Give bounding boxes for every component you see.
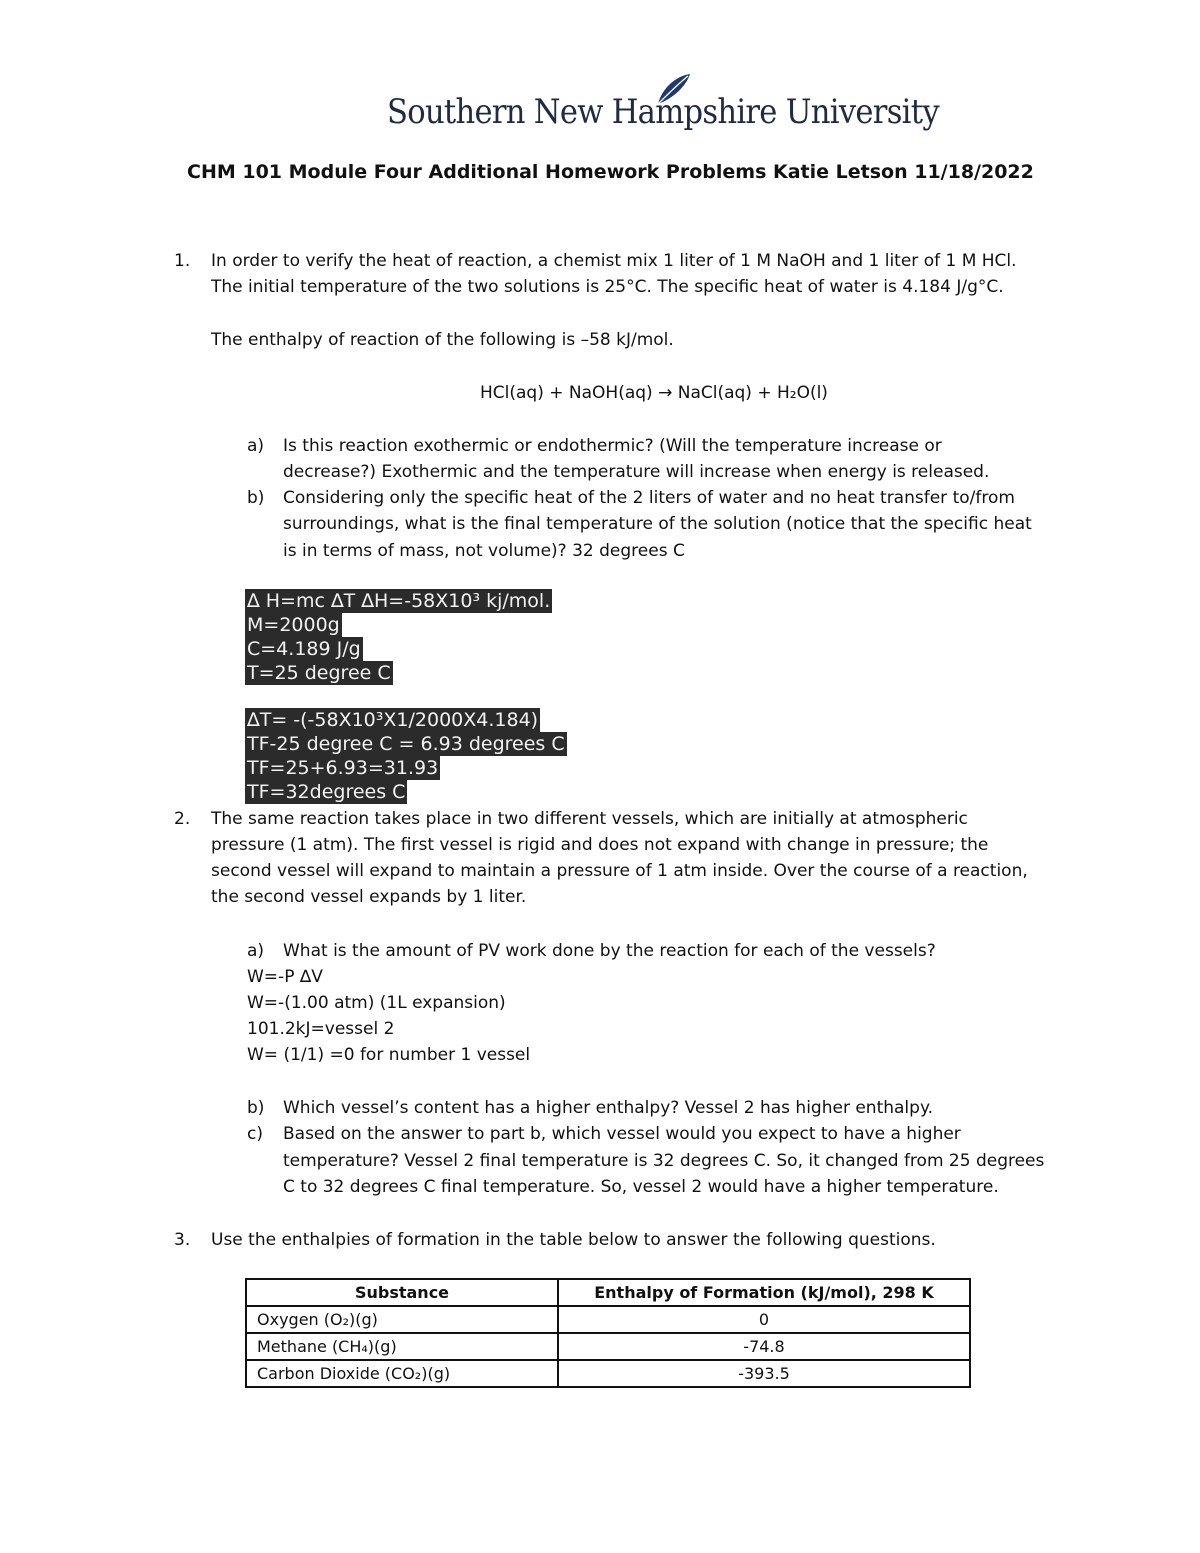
q1a-line-2: decrease?) Exothermic and the temperature will increase when energy is released. xyxy=(283,462,990,482)
table-header-cell: Substance xyxy=(246,1279,558,1306)
table-row xyxy=(246,1333,970,1360)
q2a-work-line: W=-(1.00 atm) (1L expansion) xyxy=(247,993,506,1013)
q1b-line-2: surroundings, what is the final temperature of the solution (notice that the specific heat xyxy=(283,514,1032,534)
table-cell: 0 xyxy=(558,1306,970,1333)
table-cell: -74.8 xyxy=(558,1333,970,1360)
table-cell: Carbon Dioxide (CO₂)(g) xyxy=(246,1360,558,1387)
q2c-line-3: C to 32 degrees C final temperature. So, vessel 2 would have a higher temperature. xyxy=(283,1177,999,1197)
q2a-work-line: 101.2kJ=vessel 2 xyxy=(247,1019,395,1039)
work-line: ∆ H=mc ∆T ∆H=-58X10³ kj/mol. xyxy=(247,590,551,612)
table-cell: Methane (CH₄)(g) xyxy=(246,1333,558,1360)
q2a-text: What is the amount of PV work done by the reaction for each of the vessels? xyxy=(283,941,936,961)
q3-text: Use the enthalpies of formation in the table below to answer the following questions. xyxy=(211,1230,936,1250)
q2-line-1: The same reaction takes place in two different vessels, which are initially at atmospheric xyxy=(211,809,968,829)
university-logo-text: Southern New Hampshire University xyxy=(387,92,939,132)
q2-line-3: second vessel will expand to maintain a pressure of 1 atm inside. Over the course of a reaction, xyxy=(211,861,1028,881)
work-line: T=25 degree C xyxy=(247,662,391,684)
q2c-line-2: temperature? Vessel 2 final temperature is 32 degrees C. So, it changed from 25 degrees xyxy=(283,1151,1045,1171)
q2a-work-line: W=-P ∆V xyxy=(247,967,323,987)
author-date: Katie Letson 11/18/2022 xyxy=(773,161,1034,183)
work-line: TF=32degrees C xyxy=(247,781,406,803)
q1-number: 1. xyxy=(174,251,191,271)
q2a-label: a) xyxy=(247,941,265,961)
table-row xyxy=(246,1360,970,1387)
q2c-label: c) xyxy=(247,1124,263,1144)
work-line: TF-25 degree C = 6.93 degrees C xyxy=(247,733,565,755)
q2-number: 2. xyxy=(174,809,191,829)
q2b-text: Which vessel’s content has a higher enthalpy? Vessel 2 has higher enthalpy. xyxy=(283,1098,933,1118)
q1-line-2: The initial temperature of the two solutions is 25°C. The specific heat of water is 4.184 J/g°C. xyxy=(211,277,1004,297)
table-cell: Oxygen (O₂)(g) xyxy=(246,1306,558,1333)
q1b-line-3: is in terms of mass, not volume)? 32 degrees C xyxy=(283,541,685,561)
q1b-line-1: Considering only the specific heat of the 2 liters of water and no heat transfer to/from xyxy=(283,488,1015,508)
work-line: ∆T= -(-58X10³X1/2000X4.184) xyxy=(247,709,539,731)
table-row xyxy=(246,1306,970,1333)
q1a-line-1: Is this reaction exothermic or endothermic? (Will the temperature increase or xyxy=(283,436,942,456)
document-title: CHM 101 Module Four Additional Homework Problems xyxy=(187,161,767,183)
q2b-label: b) xyxy=(247,1098,265,1118)
q1-equation: HCl(aq) + NaOH(aq) → NaCl(aq) + H₂O(l) xyxy=(480,383,828,403)
table-header-cell: Enthalpy of Formation (kJ/mol), 298 K xyxy=(558,1279,970,1306)
q1-line-1: In order to verify the heat of reaction, a chemist mix 1 liter of 1 M NaOH and 1 liter of 1 M HCl. xyxy=(211,251,1017,271)
q2c-line-1: Based on the answer to part b, which vessel would you expect to have a higher xyxy=(283,1124,961,1144)
q2-line-2: pressure (1 atm). The first vessel is rigid and does not expand with change in pressure; the xyxy=(211,835,989,855)
work-line: M=2000g xyxy=(247,614,340,636)
q1-work-block-1 xyxy=(245,589,552,685)
q1b-label: b) xyxy=(247,488,265,508)
q2-line-4: the second vessel expands by 1 liter. xyxy=(211,887,527,907)
work-line: C=4.189 J/g xyxy=(247,638,361,660)
q3-number: 3. xyxy=(174,1230,191,1250)
q1-work-block-2 xyxy=(245,708,567,804)
table-cell: -393.5 xyxy=(558,1360,970,1387)
table-header-row xyxy=(246,1279,970,1306)
enthalpy-table xyxy=(245,1278,971,1388)
work-line: TF=25+6.93=31.93 xyxy=(247,757,439,779)
q1-enthalpy-line: The enthalpy of reaction of the following is –58 kJ/mol. xyxy=(211,330,674,350)
q1a-label: a) xyxy=(247,436,265,456)
q2a-work-line: W= (1/1) =0 for number 1 vessel xyxy=(247,1045,531,1065)
